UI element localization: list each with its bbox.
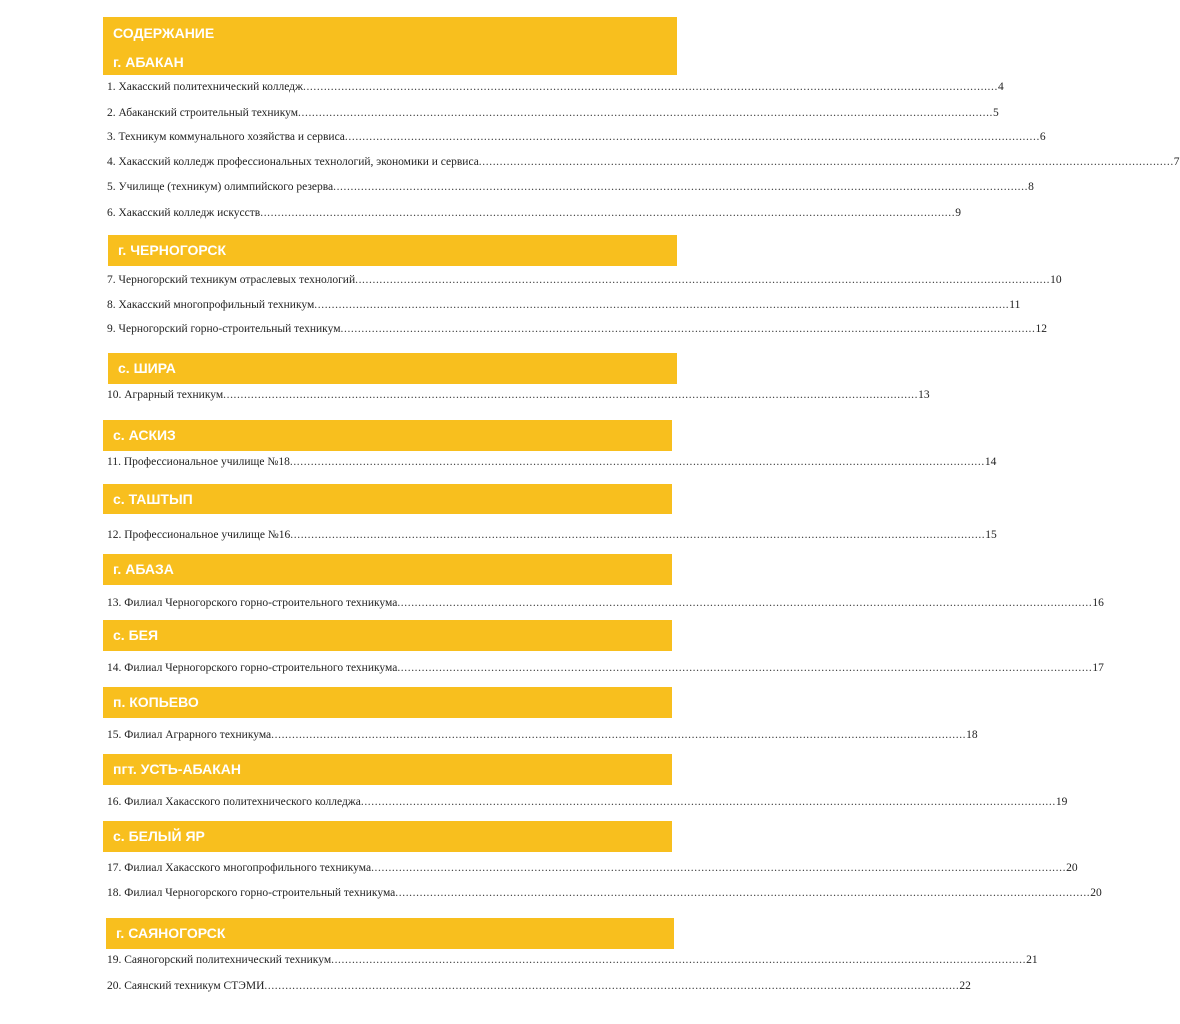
- toc-entry[interactable]: [107, 860, 1078, 876]
- toc-header-band: [103, 17, 677, 75]
- entry-page: 20: [1066, 862, 1078, 874]
- section-heading-sayanogorsk: г. САЯНОГОРСК: [106, 918, 674, 949]
- entry-title: 15. Филиал Аграрного техникума: [107, 729, 272, 741]
- toc-entry[interactable]: [107, 154, 1180, 170]
- entry-title: 4. Хакасский колледж профессиональных технологий, экономики и сервиса: [107, 156, 479, 168]
- toc-entry[interactable]: [107, 105, 999, 121]
- dot-leader: ........................................................................................................................................................................................................: [360, 796, 1056, 808]
- entry-title: 7. Черногорский техникум отраслевых технологий: [107, 274, 356, 286]
- entry-page: 13: [918, 389, 930, 401]
- toc-entry[interactable]: [107, 527, 997, 543]
- section-heading-shira: с. ШИРА: [108, 353, 677, 384]
- entry-page: 20: [1090, 887, 1102, 899]
- dot-leader: ........................................................................................................................................................................................................: [298, 107, 994, 119]
- section-heading-askiz: с. АСКИЗ: [103, 420, 672, 451]
- entry-title: 3. Техникум коммунального хозяйства и сервиса: [107, 131, 345, 143]
- section-heading-beya: с. БЕЯ: [103, 620, 672, 651]
- dot-leader: ........................................................................................................................................................................................................: [289, 456, 985, 468]
- toc-entry[interactable]: [107, 952, 1038, 968]
- dot-leader: ........................................................................................................................................................................................................: [340, 323, 1036, 335]
- toc-entry[interactable]: [107, 321, 1047, 337]
- entry-title: 11. Профессиональное училище №18: [107, 456, 290, 468]
- dot-leader: ........................................................................................................................................................................................................: [314, 299, 1010, 311]
- dot-leader: ........................................................................................................................................................................................................: [478, 156, 1174, 168]
- entry-page: 10: [1050, 274, 1062, 286]
- toc-entry[interactable]: [107, 79, 1004, 95]
- dot-leader: ........................................................................................................................................................................................................: [333, 181, 1029, 193]
- entry-page: 15: [985, 529, 997, 541]
- dot-leader: ........................................................................................................................................................................................................: [344, 131, 1040, 143]
- dot-leader: ........................................................................................................................................................................................................: [397, 597, 1093, 609]
- entry-page: 22: [959, 980, 971, 992]
- entry-title: 13. Филиал Черногорского горно-строительного техникума: [107, 597, 398, 609]
- section-heading-abakan: г. АБАКАН: [113, 54, 184, 70]
- entry-page: 14: [984, 456, 997, 468]
- entry-page: 7: [1173, 156, 1180, 168]
- toc-entry[interactable]: [107, 794, 1068, 810]
- dot-leader: ........................................................................................................................................................................................................: [260, 207, 956, 219]
- dot-leader: ........................................................................................................................................................................................................: [271, 729, 967, 741]
- entry-title: 2. Абаканский строительный техникум: [107, 107, 299, 119]
- entry-page: 21: [1026, 954, 1038, 966]
- toc-entry[interactable]: [107, 179, 1034, 195]
- entry-page: 19: [1055, 796, 1068, 808]
- entry-title: 9. Черногорский горно-строительный техникум: [107, 323, 341, 335]
- toc-entry[interactable]: [107, 454, 997, 470]
- section-heading-ust-abakan: пгт. УСТЬ-АБАКАН: [103, 754, 672, 785]
- section-heading-tashtyp: с. ТАШТЫП: [103, 484, 672, 514]
- dot-leader: ........................................................................................................................................................................................................: [397, 662, 1093, 674]
- entry-title: 17. Филиал Хакасского многопрофильного техникума: [107, 862, 372, 874]
- dot-leader: ........................................................................................................................................................................................................: [371, 862, 1067, 874]
- entry-title: 19. Саяногорский политехнический техникум: [107, 954, 332, 966]
- dot-leader: ........................................................................................................................................................................................................: [355, 274, 1051, 286]
- toc-entry[interactable]: [107, 205, 961, 221]
- entry-page: 17: [1092, 662, 1104, 674]
- toc-title: СОДЕРЖАНИЕ: [113, 25, 215, 41]
- section-heading-kopyevo: п. КОПЬЕВО: [103, 687, 672, 718]
- dot-leader: ........................................................................................................................................................................................................: [264, 980, 960, 992]
- toc-entry[interactable]: [107, 978, 971, 994]
- entry-page: 5: [993, 107, 999, 119]
- toc-entry[interactable]: [107, 387, 930, 403]
- entry-page: 16: [1092, 597, 1104, 609]
- entry-title: 20. Саянский техникум СТЭМИ: [107, 980, 265, 992]
- entry-title: 18. Филиал Черногорского горно-строительный техникума: [107, 887, 396, 899]
- entry-title: 16. Филиал Хакасского политехнического колледжа: [107, 796, 361, 808]
- toc-entry[interactable]: [107, 885, 1102, 901]
- toc-entry[interactable]: [107, 297, 1021, 313]
- entry-title: 12. Профессиональное училище №16: [107, 529, 291, 541]
- toc-entry[interactable]: [107, 660, 1104, 676]
- entry-page: 6: [1039, 131, 1046, 143]
- entry-title: 8. Хакасский многопрофильный техникум: [107, 299, 315, 311]
- entry-page: 11: [1009, 299, 1021, 311]
- entry-page: 8: [1028, 181, 1034, 193]
- toc-entry[interactable]: [107, 727, 978, 743]
- section-heading-chernogorsk: г. ЧЕРНОГОРСК: [108, 235, 677, 266]
- dot-leader: ........................................................................................................................................................................................................: [331, 954, 1027, 966]
- entry-title: 1. Хакасский политехнический колледж: [107, 81, 303, 93]
- entry-page: 18: [966, 729, 978, 741]
- entry-page: 12: [1035, 323, 1047, 335]
- entry-page: 4: [997, 81, 1004, 93]
- entry-title: 5. Училище (техникум) олимпийского резерва: [107, 181, 334, 193]
- dot-leader: ........................................................................................................................................................................................................: [290, 529, 986, 541]
- entry-title: 14. Филиал Черногорского горно-строительного техникума: [107, 662, 398, 674]
- entry-title: 10. Аграрный техникум: [107, 389, 224, 401]
- dot-leader: ........................................................................................................................................................................................................: [302, 81, 998, 93]
- dot-leader: ........................................................................................................................................................................................................: [223, 389, 919, 401]
- toc-entry[interactable]: [107, 272, 1062, 288]
- toc-entry[interactable]: [107, 129, 1046, 145]
- section-heading-bely-yar: с. БЕЛЫЙ ЯР: [103, 821, 672, 852]
- dot-leader: ........................................................................................................................................................................................................: [395, 887, 1091, 899]
- entry-title: 6. Хакасский колледж искусств: [107, 207, 261, 219]
- entry-page: 9: [955, 207, 961, 219]
- toc-entry[interactable]: [107, 595, 1104, 611]
- section-heading-abaza: г. АБАЗА: [103, 554, 672, 585]
